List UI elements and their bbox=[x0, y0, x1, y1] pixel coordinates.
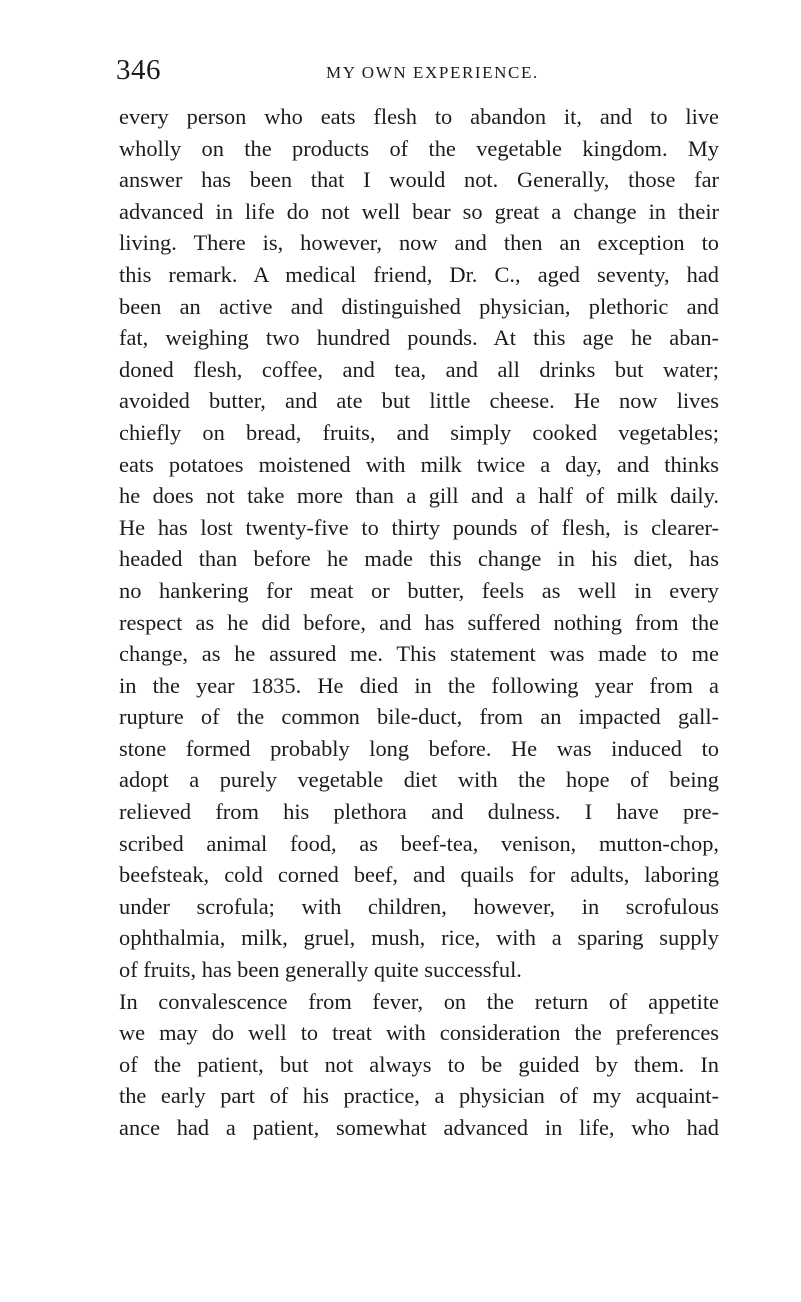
text-line: ance had a patient, somewhat advanced in life, who had bbox=[119, 1115, 719, 1140]
text-line: relieved from his plethora and dulness. I have pre- bbox=[119, 799, 719, 825]
text-line: scribed animal food, as beef-tea, venison, mutton-chop, bbox=[119, 830, 719, 856]
text-line: of the patient, but not always to be guided by them. In bbox=[119, 1051, 719, 1077]
text-line-paragraph-end: of fruits, has been generally quite successful. bbox=[119, 957, 522, 983]
text-line: living. There is, however, now and then an exception to bbox=[119, 230, 719, 256]
text-line: chiefly on bread, fruits, and simply cooked vegetables; bbox=[119, 419, 719, 445]
text-line: under scrofula; with children, however, in scrofulous bbox=[119, 893, 719, 919]
text-line-paragraph-start: In convalescence from fever, on the return of appetite bbox=[119, 988, 719, 1014]
text-line: ophthalmia, milk, gruel, mush, rice, with a sparing supply bbox=[119, 925, 719, 951]
text-line: answer has been that I would not. Generally, those far bbox=[119, 167, 719, 193]
body-text bbox=[119, 101, 719, 1144]
text-line: no hankering for meat or butter, feels as well in every bbox=[119, 577, 719, 603]
text-line: we may do well to treat with consideration the preferences bbox=[119, 1020, 719, 1046]
text-line: doned flesh, coffee, and tea, and all drinks but water; bbox=[119, 356, 719, 382]
text-line: fat, weighing two hundred pounds. At this age he aban- bbox=[119, 325, 719, 351]
text-line: adopt a purely vegetable diet with the hope of being bbox=[119, 767, 719, 793]
text-line: change, as he assured me. This statement was made to me bbox=[119, 641, 719, 667]
text-line: headed than before he made this change in his diet, has bbox=[119, 546, 719, 572]
text-line: every person who eats flesh to abandon it, and to live bbox=[119, 104, 719, 129]
text-line: the early part of his practice, a physician of my acquaint- bbox=[119, 1083, 719, 1109]
text-line: advanced in life do not well bear so great a change in their bbox=[119, 198, 719, 224]
text-line: beefsteak, cold corned beef, and quails for adults, laboring bbox=[119, 862, 719, 888]
page-number: 346 bbox=[116, 54, 161, 86]
text-line: wholly on the products of the vegetable kingdom. My bbox=[119, 135, 719, 161]
text-line: He has lost twenty-five to thirty pounds of flesh, is clearer- bbox=[119, 514, 719, 540]
text-line: in the year 1835. He died in the following year from a bbox=[119, 672, 719, 698]
text-line: this remark. A medical friend, Dr. C., aged seventy, had bbox=[119, 261, 719, 287]
text-line: been an active and distinguished physician, plethoric and bbox=[119, 293, 719, 319]
text-line: stone formed probably long before. He was induced to bbox=[119, 735, 719, 761]
running-head bbox=[116, 52, 716, 88]
text-line: eats potatoes moistened with milk twice a day, and thinks bbox=[119, 451, 719, 477]
running-title: MY OWN EXPERIENCE. bbox=[326, 63, 539, 82]
text-line: respect as he did before, and has suffered nothing from the bbox=[119, 609, 719, 635]
text-line: avoided butter, and ate but little cheese. He now lives bbox=[119, 388, 719, 414]
text-line: he does not take more than a gill and a half of milk daily. bbox=[119, 483, 719, 509]
text-line: rupture of the common bile-duct, from an impacted gall- bbox=[119, 704, 719, 730]
